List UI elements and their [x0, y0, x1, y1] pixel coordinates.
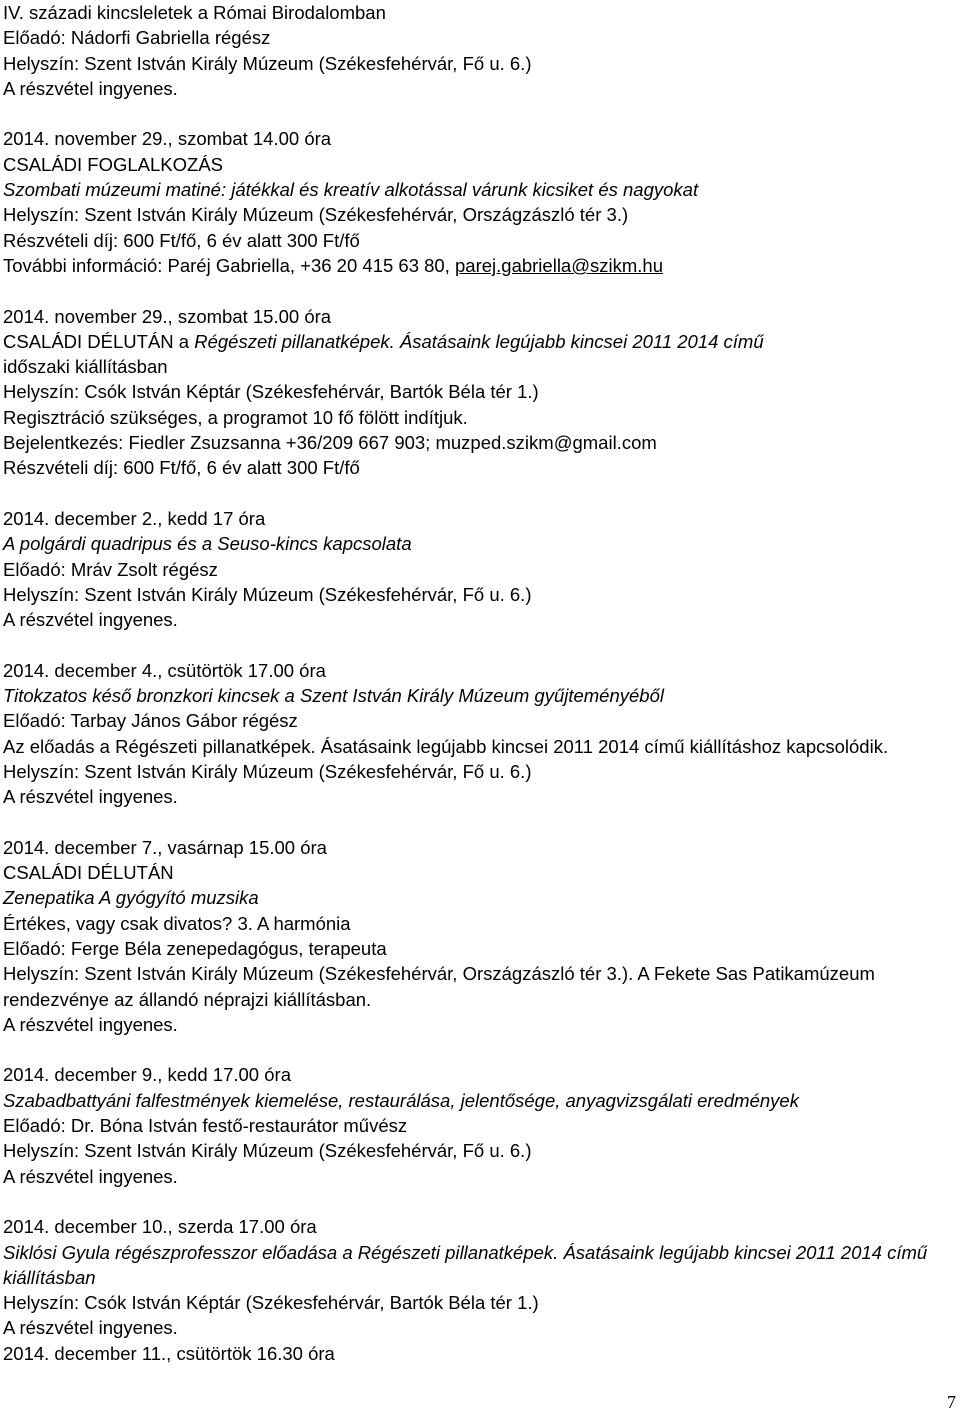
event-presenter: Előadó: Mráv Zsolt régész — [3, 558, 218, 580]
event-type: CSALÁDI DÉLUTÁN a — [3, 330, 195, 352]
event-title: Zenepatika A gyógyító muzsika — [3, 887, 259, 909]
event-list — [3, 0, 953, 1366]
event-date: 2014. december 11., csütörtök 16.30 óra — [3, 1342, 335, 1364]
event-venue: Helyszín: Szent István Király Múzeum (Székesfehérvár, Fő u. 6.) — [3, 1140, 532, 1162]
event-presenter: Előadó: Tarbay János Gábor régész — [3, 710, 298, 732]
contact-text: További információ: Paréj Gabriella, +36 20 415 63 80, — [3, 254, 455, 276]
event-presenter: Előadó: Nádorfi Gabriella régész — [3, 27, 271, 49]
event-title — [3, 329, 953, 354]
event-fee: A részvétel ingyenes. — [3, 77, 178, 99]
event-title: A polgárdi quadripus és a Seuso-kincs kapcsolata — [3, 533, 412, 555]
event-type: CSALÁDI DÉLUTÁN — [3, 862, 174, 884]
contact-email-link[interactable]: parej.gabriella@szikm.hu — [455, 254, 663, 276]
spacer — [3, 1037, 953, 1062]
event-title-continued: időszaki kiállításban — [3, 356, 168, 378]
event-venue: Helyszín: Szent István Király Múzeum (Székesfehérvár, Fő u. 6.) — [3, 52, 532, 74]
event-fee: A részvétel ingyenes. — [3, 609, 178, 631]
spacer — [3, 810, 953, 835]
event-fee: Részvételi díj: 600 Ft/fő, 6 év alatt 300 Ft/fő — [3, 457, 360, 479]
event-venue: Helyszín: Szent István Király Múzeum (Székesfehérvár, Országzászló tér 3.). A Fekete Sas Patikamúzeum rendezvénye az állandó néprajzi kiállításban. — [3, 963, 875, 1010]
event-fee: A részvétel ingyenes. — [3, 786, 178, 808]
event-title: Szabadbattyáni falfestmények kiemelése, restaurálása, jelentősége, anyagvizsgálati eredmények — [3, 1089, 799, 1111]
event-contact: Bejelentkezés: Fiedler Zsuzsanna +36/209 667 903; muzped.szikm@gmail.com — [3, 432, 657, 454]
event-fee: A részvétel ingyenes. — [3, 1013, 178, 1035]
spacer — [3, 101, 953, 126]
event-type: CSALÁDI FOGLALKOZÁS — [3, 153, 224, 175]
event-venue: Helyszín: Szent István Király Múzeum (Székesfehérvár, Fő u. 6.) — [3, 583, 532, 605]
spacer — [3, 481, 953, 506]
event-venue: Helyszín: Csók István Képtár (Székesfehérvár, Bartók Béla tér 1.) — [3, 1292, 539, 1314]
event-presenter: Előadó: Ferge Béla zenepedagógus, terapeuta — [3, 937, 387, 959]
event-fee: A részvétel ingyenes. — [3, 1317, 178, 1339]
event-date: 2014. december 10., szerda 17.00 óra — [3, 1216, 317, 1238]
event-title: Titokzatos késő bronzkori kincsek a Szent István Király Múzeum gyűjteményéből — [3, 685, 664, 707]
event-registration: Regisztráció szükséges, a programot 10 fő fölött indítjuk. — [3, 406, 468, 428]
spacer — [3, 1189, 953, 1214]
event-date: 2014. november 29., szombat 15.00 óra — [3, 305, 332, 327]
event-date: 2014. december 4., csütörtök 17.00 óra — [3, 659, 326, 681]
event-presenter: Előadó: Dr. Bóna István festő-restaurátor művész — [3, 1115, 408, 1137]
event-venue: Helyszín: Csók István Képtár (Székesfehérvár, Bartók Béla tér 1.) — [3, 381, 539, 403]
spacer — [3, 278, 953, 303]
event-fee: Részvételi díj: 600 Ft/fő, 6 év alatt 300 Ft/fő — [3, 229, 360, 251]
event-date: 2014. december 7., vasárnap 15.00 óra — [3, 836, 327, 858]
page-number: 7 — [947, 1392, 956, 1412]
event-fee: A részvétel ingyenes. — [3, 1165, 178, 1187]
spacer — [3, 632, 953, 657]
event-venue: Helyszín: Szent István Király Múzeum (Székesfehérvár, Országzászló tér 3.) — [3, 204, 629, 226]
event-subtitle: Értékes, vagy csak divatos? 3. A harmónia — [3, 912, 351, 934]
event-note: Az előadás a Régészeti pillanatképek. Ásatásaink legújabb kincsei 2011 2014 című kiállításhoz kapcsolódik. — [3, 735, 889, 757]
event-venue: Helyszín: Szent István Király Múzeum (Székesfehérvár, Fő u. 6.) — [3, 760, 532, 782]
event-date: 2014. november 29., szombat 14.00 óra — [3, 128, 332, 150]
event-title: Szombati múzeumi matiné: játékkal és kreatív alkotással várunk kicsiket és nagyokat — [3, 179, 699, 201]
event-title: Siklósi Gyula régészprofesszor előadása a Régészeti pillanatképek. Ásatásaink legújabb kincsei 2011 2014 című kiállításban — [3, 1241, 928, 1288]
event-date: 2014. december 2., kedd 17 óra — [3, 507, 266, 529]
event-contact — [3, 253, 953, 278]
exhibition-title: Régészeti pillanatképek. Ásatásaink legújabb kincsei 2011 2014 című — [194, 330, 764, 352]
event-title: IV. századi kincsleletek a Római Birodalomban — [3, 2, 386, 23]
event-date: 2014. december 9., kedd 17.00 óra — [3, 1064, 291, 1086]
